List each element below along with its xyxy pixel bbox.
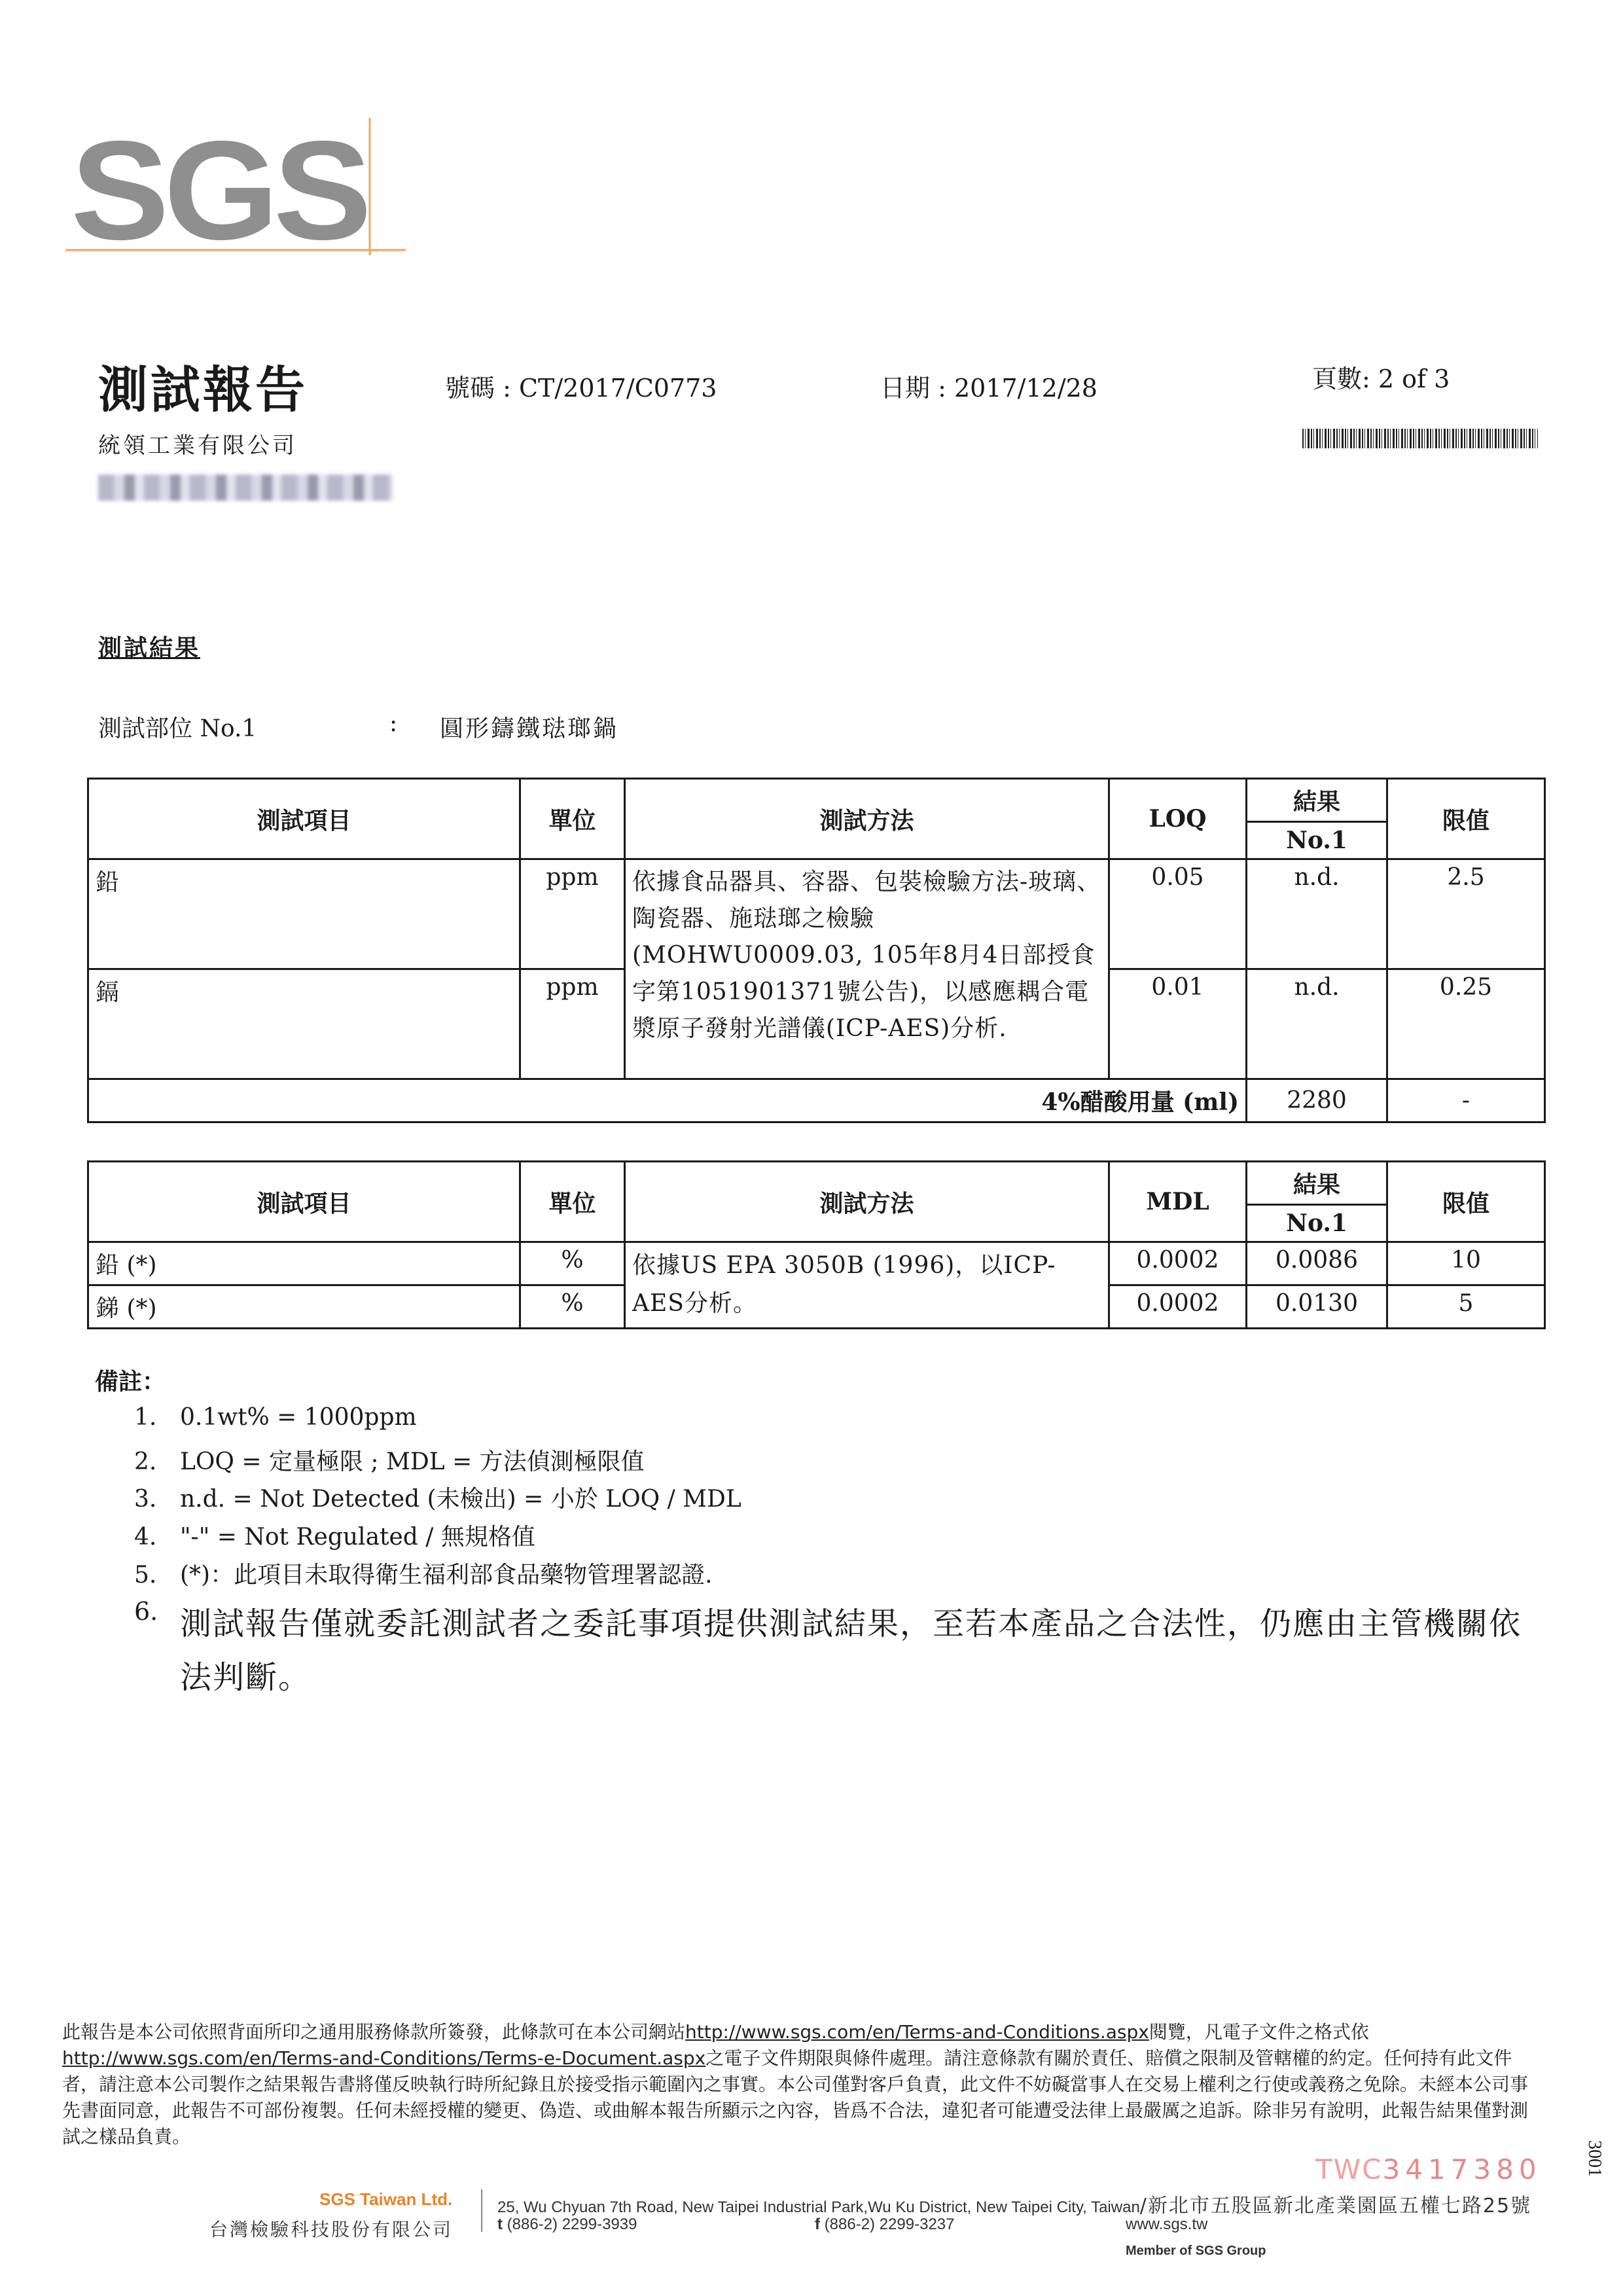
report-number: 號碼 : CT/2017/C0773: [445, 374, 717, 403]
terms-link[interactable]: http://www.sgs.com/en/Terms-and-Conditions.aspx: [685, 2021, 1149, 2043]
acetic-acid-volume-value: 2280: [1247, 1079, 1387, 1122]
test-part-colon: :: [389, 710, 398, 737]
fax-label: f: [815, 2215, 820, 2233]
note-number: 5.: [134, 1562, 157, 1588]
footer-fax: [815, 2215, 954, 2234]
note-legality-statement: 測試報告僅就委託測試者之委託事項提供測試結果，至若本產品之合法性，仍應由主管機關依法判斷。: [180, 1605, 1522, 1696]
row-unit: ppm: [520, 969, 625, 1079]
row-result: n.d.: [1247, 969, 1387, 1079]
note-text: "-" = Not Regulated / 無規格值: [180, 1524, 535, 1551]
client-company-name: 統領工業有限公司: [98, 433, 297, 459]
note-text: 0.1wt% = 1000ppm: [180, 1404, 417, 1431]
footer-company-english: SGS Taiwan Ltd.: [319, 2189, 453, 2209]
footer-telephone: [497, 2215, 637, 2234]
report-date: 日期 : 2017/12/28: [880, 374, 1097, 403]
note-number: 1.: [134, 1404, 157, 1431]
table-row: [88, 859, 1545, 969]
header-unit: 單位: [520, 1162, 625, 1242]
disclaimer-text: 之電子文件期限與條件處理。請注意條款有關於責任、賠償之限制及管轄權的約定。任何持有此文件者，請注意本公司製作之結果報告書將僅反映執行時所紀錄且於接受指示範圍內之事實。本公司僅對客戶負責，此文件不妨礙當事人在交易上權利之行使或義務之免除。未經本公司事先書面同意，此報告不可部份複製。任何未經授權的變更、偽造、或曲解本報告所顯示之內容，皆爲不合法，違犯者可能遭受法律上最嚴厲之追訴。除非另有說明，此報告結果僅對測試之樣品負責。: [62, 2047, 1529, 2147]
row-limit: 5: [1387, 1285, 1545, 1329]
twc-number: 3417380: [1382, 2153, 1542, 2185]
header-unit: 單位: [520, 779, 625, 859]
page-count: 頁數: 2 of 3: [1312, 365, 1450, 393]
test-method-text: 依據食品器具、容器、包裝檢驗方法-玻璃、陶瓷器、施琺瑯之檢驗(MOHWU0009.03, 105年8月4日部授食字第1051901371號公告)，以感應耦合電漿原子發射光譜儀(ICP-AES)分析.: [625, 859, 1109, 1079]
acetic-acid-limit: -: [1387, 1079, 1545, 1122]
twc-reference-number: [1315, 2153, 1542, 2185]
header-limit: 限值: [1387, 779, 1545, 859]
row-unit: ppm: [520, 859, 625, 969]
footer-address: [497, 2189, 1531, 2218]
note-number: 2.: [134, 1448, 157, 1475]
footer-website-link[interactable]: www.sgs.tw: [1126, 2215, 1208, 2233]
row-item: 鎘: [88, 969, 520, 1079]
footer-member-of-sgs: Member of SGS Group: [1126, 2244, 1266, 2258]
row-limit: 2.5: [1387, 859, 1545, 969]
note-item: [134, 1556, 713, 1590]
tel-number: (886-2) 2299-3939: [507, 2215, 637, 2233]
row-mdl: 0.0002: [1109, 1242, 1247, 1285]
test-method-text: 依據US EPA 3050B (1996)，以ICP-AES分析。: [625, 1242, 1109, 1329]
acetic-acid-volume-label: 4%醋酸用量 (ml): [88, 1079, 1247, 1122]
disclaimer-text: 閱覽，凡電子文件之格式依: [1149, 2021, 1369, 2043]
disclaimer-text: 此報告是本公司依照背面所印之通用服務條款所簽發，此條款可在本公司網站: [62, 2021, 686, 2043]
footer-company-chinese: 台灣檢驗科技股份有限公司: [209, 2219, 454, 2240]
row-unit: %: [520, 1285, 625, 1329]
row-loq: 0.01: [1109, 969, 1247, 1079]
tel-label: t: [497, 2215, 503, 2233]
row-unit: %: [520, 1242, 625, 1285]
header-sample-no: No.1: [1247, 1205, 1387, 1242]
header-mdl: MDL: [1109, 1162, 1247, 1242]
row-result: 0.0130: [1247, 1285, 1387, 1329]
redacted-address: [98, 475, 393, 501]
header-loq: LOQ: [1109, 779, 1247, 859]
header-test-item: 測試項目: [88, 1162, 520, 1242]
note-text: (*)：此項目未取得衛生福利部食品藥物管理署認證.: [180, 1562, 713, 1588]
summary-row: [88, 1079, 1545, 1122]
note-item: [134, 1404, 417, 1431]
header-result: 結果: [1247, 779, 1387, 822]
row-result: n.d.: [1247, 859, 1387, 969]
test-part-value: 圓形鑄鐵琺瑯鍋: [440, 715, 619, 742]
row-mdl: 0.0002: [1109, 1285, 1247, 1329]
e-document-terms-link[interactable]: http://www.sgs.com/en/Terms-and-Conditions/Terms-e-Document.aspx: [62, 2047, 706, 2069]
row-item: 鉛 (*): [88, 1242, 520, 1285]
note-text: LOQ = 定量極限 ; MDL = 方法偵測極限值: [180, 1448, 645, 1475]
header-test-method: 測試方法: [625, 1162, 1109, 1242]
note-number: 6.: [134, 1597, 158, 1626]
header-test-method: 測試方法: [625, 779, 1109, 859]
header-limit: 限值: [1387, 1162, 1545, 1242]
footer-divider: [481, 2189, 482, 2232]
address-chinese: /新北市五股區新北產業園區五權七路25號: [1139, 2195, 1532, 2217]
row-item: 鉛: [88, 859, 520, 969]
results-table-enamel: [87, 1160, 1546, 1329]
header-sample-no: No.1: [1247, 822, 1387, 859]
note-item: [134, 1518, 535, 1552]
row-loq: 0.05: [1109, 859, 1247, 969]
twc-prefix: TWC: [1315, 2153, 1383, 2185]
section-heading: 測試結果: [98, 634, 201, 662]
header-test-item: 測試項目: [88, 779, 520, 859]
header-result: 結果: [1247, 1162, 1387, 1205]
note-number: 3.: [134, 1486, 157, 1513]
sgs-logo: [65, 98, 419, 255]
table-row: [88, 1242, 1545, 1285]
row-item: 銻 (*): [88, 1285, 520, 1329]
row-limit: 10: [1387, 1242, 1545, 1285]
note-text: n.d. = Not Detected (未檢出) = 小於 LOQ / MDL: [180, 1486, 741, 1513]
address-english: 25, Wu Chyuan 7th Road, New Taipei Industrial Park,Wu Ku District, New Taipei City, Taiwan: [497, 2198, 1140, 2216]
row-limit: 0.25: [1387, 969, 1545, 1079]
results-table-heavy-metals: [87, 778, 1546, 1123]
note-item: [134, 1480, 741, 1514]
note-number: 4.: [134, 1524, 157, 1551]
notes-heading: 備註：: [95, 1368, 166, 1395]
barcode: [1302, 429, 1538, 448]
fax-number: (886-2) 2299-3237: [824, 2215, 955, 2233]
side-code: 3001: [1584, 2140, 1605, 2177]
terms-disclaimer: [62, 2019, 1535, 2150]
note-item: [134, 1443, 645, 1477]
row-result: 0.0086: [1247, 1242, 1387, 1285]
test-part-label: 測試部位 No.1: [98, 715, 257, 742]
report-title: 測試報告: [98, 361, 308, 419]
svg-text:SGS: SGS: [71, 111, 366, 255]
